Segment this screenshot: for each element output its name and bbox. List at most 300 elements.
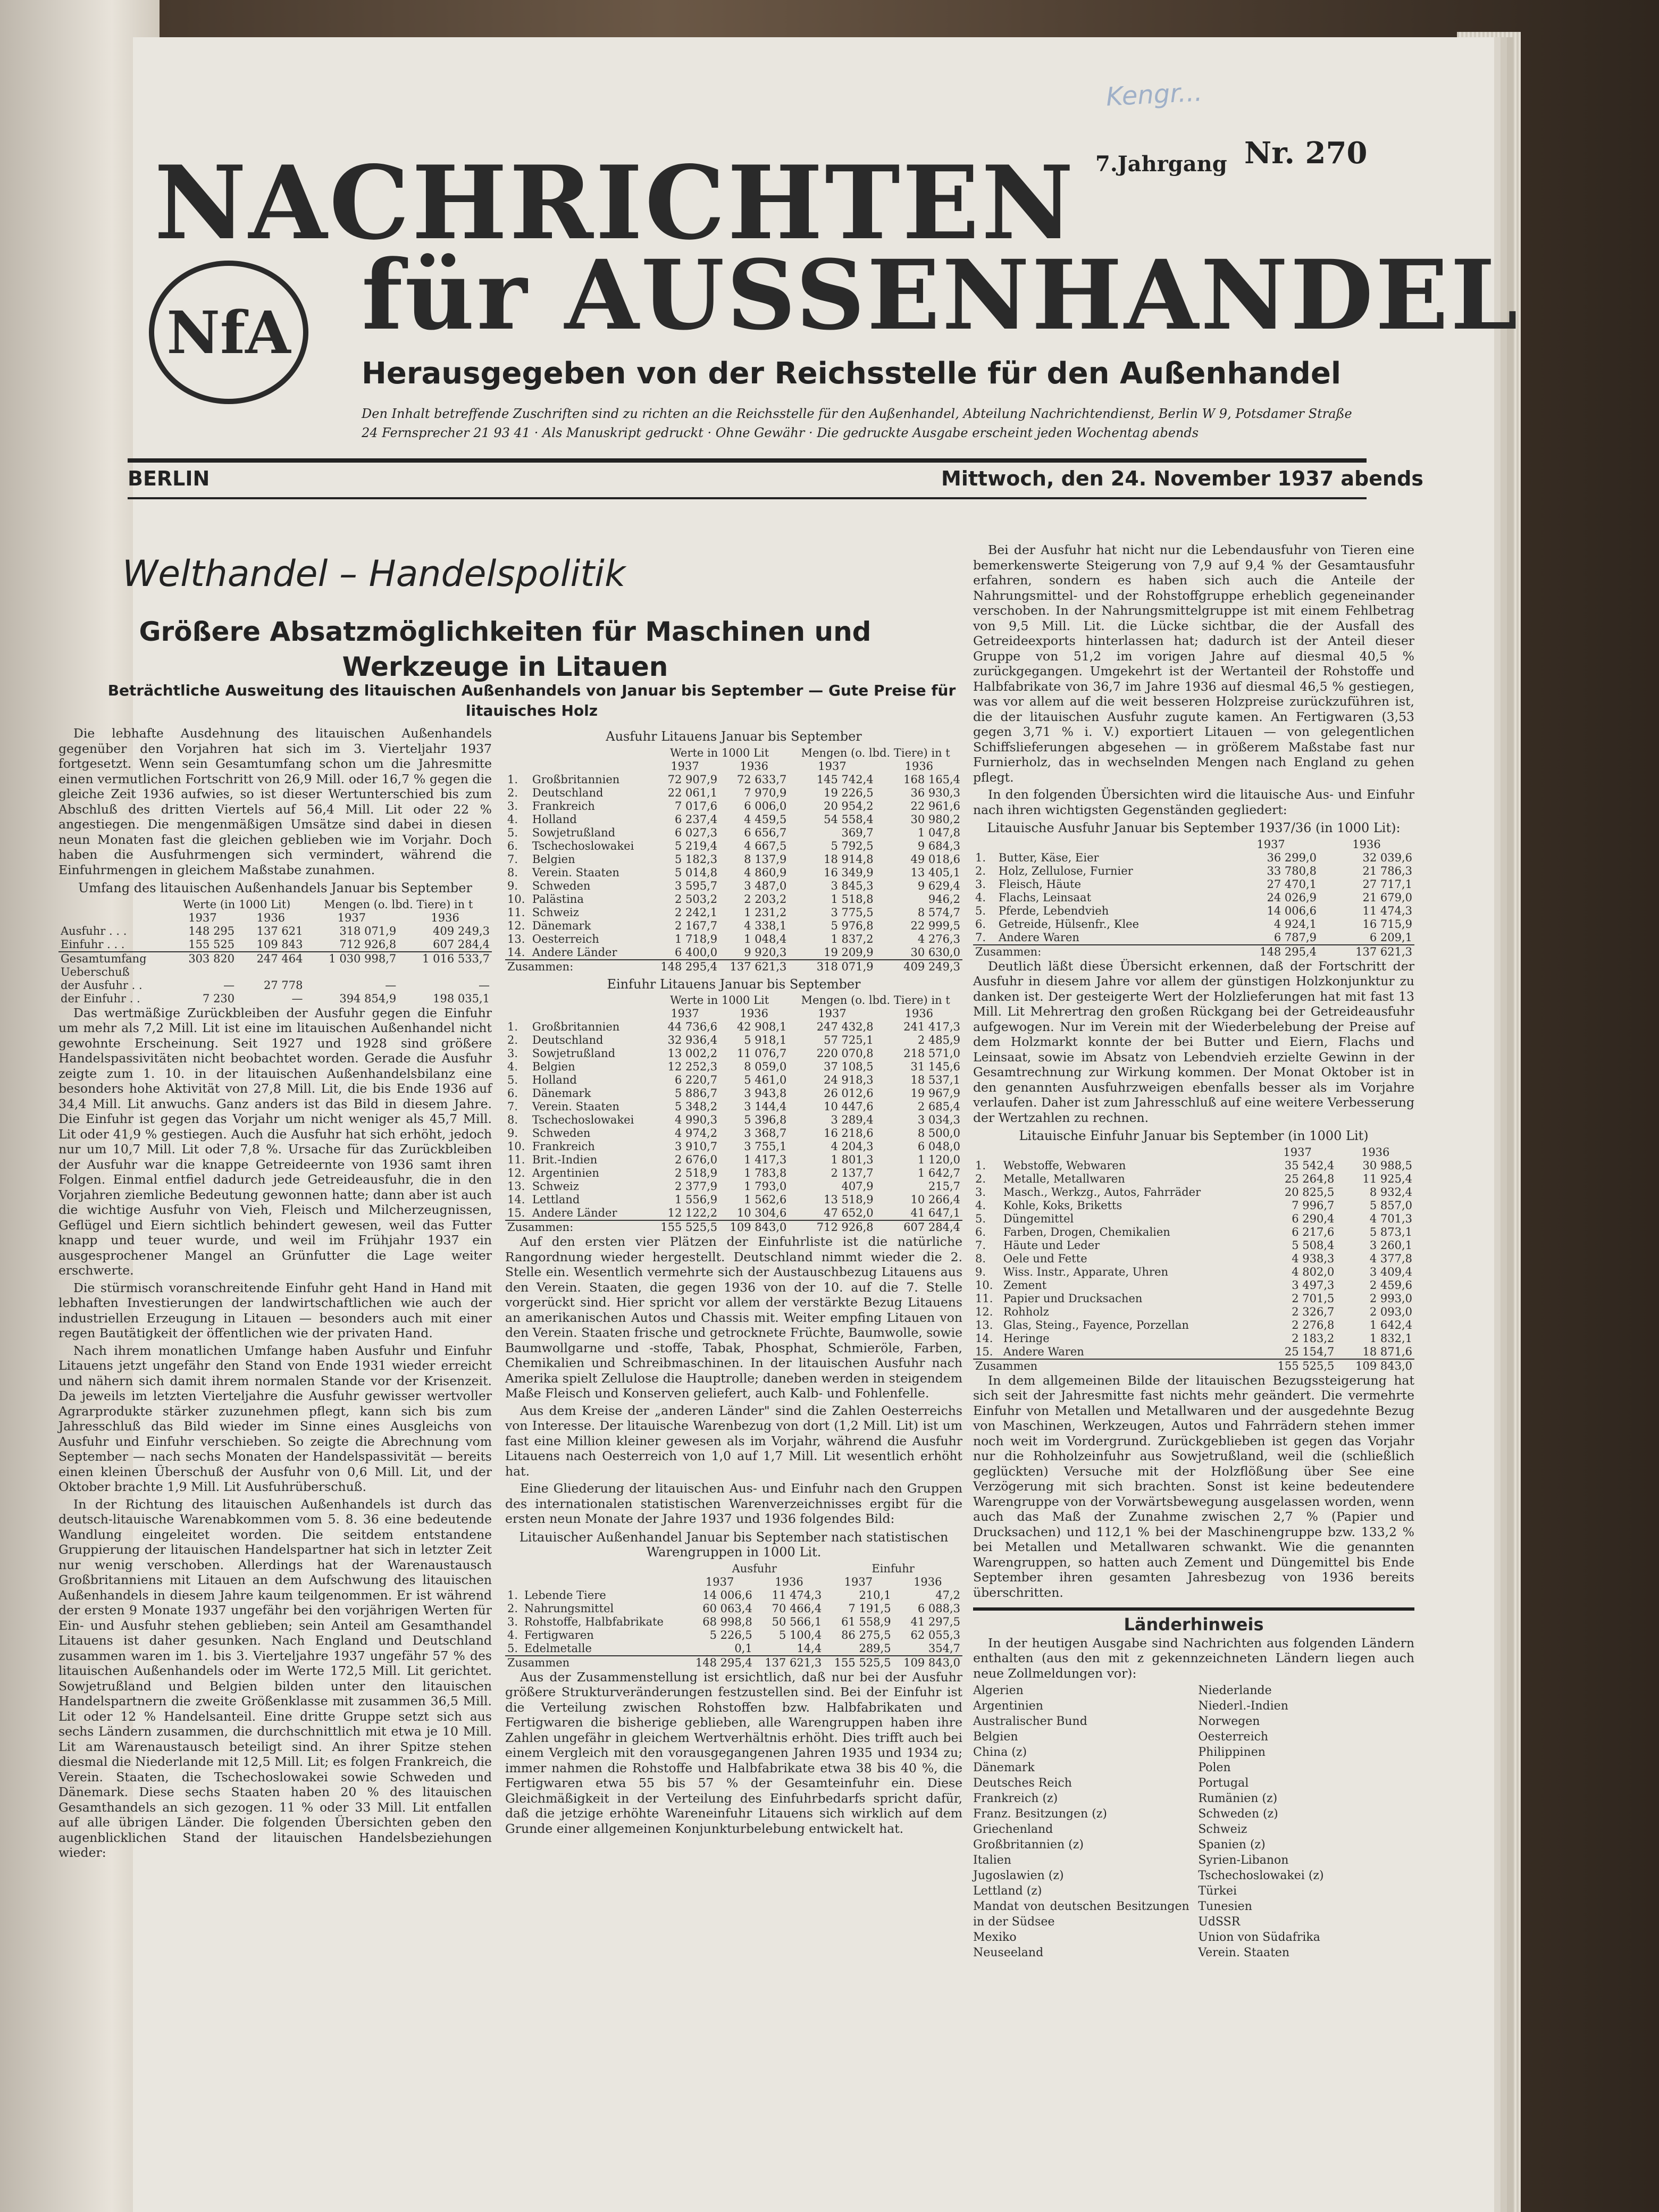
column-header: Werte in 1000 Lit bbox=[670, 994, 769, 1007]
table-cell: 1. bbox=[507, 1020, 518, 1033]
table-cell: 3 260,1 bbox=[1369, 1238, 1412, 1252]
table-cell: 11. bbox=[507, 906, 525, 919]
table-cell: 4 990,3 bbox=[675, 1113, 718, 1126]
year-header: 1937 bbox=[818, 759, 847, 773]
table-cell: 9. bbox=[507, 1127, 518, 1139]
table-row bbox=[505, 893, 962, 906]
table-cell: 7. bbox=[975, 931, 986, 944]
table-cell: Butter, Käse, Eier bbox=[998, 851, 1099, 864]
table-cell: Frankreich bbox=[532, 1140, 595, 1153]
table-row bbox=[973, 865, 1414, 878]
table-row bbox=[505, 1180, 962, 1193]
table-cell: Masch., Werkzg., Autos, Fahrräder bbox=[1003, 1185, 1201, 1199]
table-cell: Holland bbox=[532, 1074, 577, 1086]
table-cell: 6 088,3 bbox=[917, 1602, 960, 1615]
table-row bbox=[505, 933, 962, 946]
column-3 bbox=[973, 542, 1414, 1960]
table-cell: 5 219,4 bbox=[675, 839, 718, 852]
table-cell: 2 701,5 bbox=[1292, 1292, 1335, 1305]
table-cell: 11 474,3 bbox=[1362, 904, 1412, 917]
table-cell: 8 932,4 bbox=[1369, 1185, 1412, 1199]
table-row bbox=[973, 1239, 1414, 1252]
table-cell: 3. bbox=[507, 1047, 518, 1060]
table-cell: Lettland bbox=[532, 1193, 580, 1206]
table-cell: 155 525,5 bbox=[1259, 1359, 1337, 1373]
table-cell: 155 525,5 bbox=[650, 1220, 719, 1234]
table-cell: Andere Länder bbox=[532, 945, 617, 959]
table-cell: Belgien bbox=[532, 1060, 575, 1073]
table-cell: 61 558,9 bbox=[841, 1615, 891, 1628]
country-item: Polen bbox=[1198, 1761, 1231, 1774]
table-cell: 7 017,6 bbox=[675, 799, 718, 812]
table-row bbox=[505, 1615, 962, 1629]
table-cell: Nahrungsmittel bbox=[524, 1602, 614, 1615]
table-cell: Dänemark bbox=[532, 919, 591, 932]
table-cell: Düngemittel bbox=[1003, 1212, 1074, 1225]
table-cell: 42 908,1 bbox=[736, 1020, 787, 1033]
table-cell: 109 843,0 bbox=[719, 1220, 789, 1234]
table-cell: Zusammen: bbox=[505, 1220, 650, 1234]
table-cell: 3 845,3 bbox=[831, 879, 874, 892]
table-cell: Fleisch, Häute bbox=[998, 877, 1081, 891]
table-cell: 6 217,6 bbox=[1292, 1225, 1335, 1238]
table-row bbox=[505, 1642, 962, 1656]
country-item: Portugal bbox=[1198, 1777, 1249, 1790]
table-cell: 6 048,0 bbox=[917, 1140, 960, 1153]
table-cell: 1 642,4 bbox=[1369, 1318, 1412, 1331]
table-row bbox=[973, 1319, 1414, 1332]
table-cell: 21 679,0 bbox=[1362, 891, 1412, 904]
table-cell: 0,1 bbox=[734, 1641, 752, 1655]
table-cell: 4 924,1 bbox=[1273, 917, 1317, 931]
table-cell: Zement bbox=[1003, 1278, 1047, 1292]
table-cell: 30 630,0 bbox=[910, 945, 960, 959]
table-cell: 3. bbox=[975, 877, 986, 891]
table-cell: 1. bbox=[507, 773, 518, 786]
year-header: 1936 bbox=[1361, 1145, 1390, 1159]
column-header: Werte (in 1000 Lit) bbox=[182, 898, 291, 911]
table-row bbox=[505, 773, 962, 786]
table-cell: 7. bbox=[975, 1238, 986, 1252]
table-cell: 109 843,0 bbox=[1336, 1359, 1414, 1373]
year-header: 1937 bbox=[1283, 1145, 1312, 1159]
table-cell: 5 918,1 bbox=[744, 1034, 787, 1046]
table-cell: 4 701,3 bbox=[1369, 1212, 1412, 1225]
masthead-subtitle: für AUSSENHANDEL bbox=[362, 239, 1520, 351]
table-cell: 6 209,1 bbox=[1369, 931, 1412, 944]
table-cell: 5. bbox=[975, 904, 986, 917]
table-cell: 3 943,8 bbox=[744, 1087, 787, 1100]
table-row: Gesamtumfang 303 820 247 464 1 030 998,7 1 016 533,7 bbox=[58, 952, 492, 966]
table-cell: 47 652,0 bbox=[824, 1206, 874, 1219]
table-cell: 22 061,1 bbox=[667, 786, 718, 799]
table-cell: 2 242,1 bbox=[675, 906, 718, 919]
table-cell: 5. bbox=[507, 826, 518, 839]
year-header: 1937 bbox=[188, 911, 217, 924]
table-row bbox=[973, 1266, 1414, 1279]
table-cell: 148 295,4 bbox=[1223, 945, 1319, 959]
table-row bbox=[973, 1199, 1414, 1212]
table-cell: 145 742,4 bbox=[816, 773, 874, 786]
table-cell: Papier und Drucksachen bbox=[1003, 1292, 1143, 1305]
country-item: Niederlande bbox=[1198, 1684, 1272, 1697]
table-row bbox=[505, 1047, 962, 1060]
paragraph: Auf den ersten vier Plätzen der Einfuhrliste ist die natürliche Rangordnung wieder hergestellt. Deutschland nimmt wieder die 2. Stelle ein. Wesentlich vermehrte sich der Austauschbezug Litauens aus den Verein. Staaten, die gegen 1936 von der 10. auf die 7. Stelle vorgerückt sind. Hier spricht vor allem der verstärkte Bezug Litauens an amerikanischen Autos und Chassis mit. Weiter empfing Litauen von den Verein. Staaten frische und getrocknete Früchte, Baumwolle, sowie Baumwollgarne und -stoffe, Tabak, Phosphat, Schmieröle, Farben, Chemikalien und Schreibmaschinen. In der litauischen Ausfuhr nach Amerika spielt Zellulose die Hauptrolle; daneben werden in steigendem Maße Fleisch und Konserven geliefert, auch Kalb- und Fohlenfelle. bbox=[505, 1234, 962, 1401]
table-cell: 7 996,7 bbox=[1292, 1199, 1335, 1212]
table-cell: 10. bbox=[507, 1140, 525, 1153]
table-cell: Rohholz bbox=[1003, 1305, 1049, 1318]
table-cell: Schweiz bbox=[532, 906, 579, 919]
table-row bbox=[505, 1629, 962, 1642]
country-item: Norwegen bbox=[1198, 1715, 1260, 1728]
table-cell: 109 843,0 bbox=[893, 1656, 962, 1670]
table-cell: 2 503,2 bbox=[675, 892, 718, 906]
table-cell: 318 071,9 bbox=[789, 960, 875, 974]
table-cell: 2 167,7 bbox=[675, 919, 718, 932]
country-item: Frankreich (z) bbox=[973, 1792, 1058, 1805]
table-cell: 8. bbox=[507, 1113, 518, 1126]
table-row: Ueberschuß bbox=[61, 965, 130, 978]
table-cell: 60 063,4 bbox=[702, 1602, 752, 1615]
table-cell: 4 974,2 bbox=[675, 1127, 718, 1139]
table-cell: Zusammen: bbox=[973, 945, 1223, 959]
publisher-line: Herausgegeben von der Reichsstelle für den Außenhandel bbox=[362, 356, 1342, 391]
header-rule-top bbox=[128, 458, 1367, 463]
table-cell: 16 349,9 bbox=[824, 866, 874, 879]
column-header: Mengen (o. lbd. Tiere) in t bbox=[324, 898, 473, 911]
paragraph: In dem allgemeinen Bilde der litauischen Bezugssteigerung hat sich seit der Jahresmitte fast nichts mehr geändert. Die vermehrte Einfuhr von Metallen und Metallwaren und der ausgedehnte Bezug von Maschinen, Werkzeugen, Autos und Fahrrädern stehen immer noch weit im Vordergrund. Zurückgeblieben ist gegen das Vorjahr nur die Rohholzeinfuhr aus Sowjetrußland, weil die (schließlich geglückten) Versuche mit der Holzflößung über See eine Verzögerung mit sich brachten. Sonst ist keine bedeutendere Warengruppe von der Vorwärtsbewegung ausgelassen worden, wenn auch das Maß der Zunahme zwischen 2,7 % (Papier und Drucksachen) und 112,1 % bei der Maschinengruppe bzw. 133,2 % bei Metallen und Metallwaren schwankt. Wie die genannten Warengruppen, so hatten auch Zement und Düngemittel bis Ende September ihren gesamten Jahresbezug von 1936 bereits überschritten. bbox=[973, 1372, 1414, 1600]
table-cell: 20 825,5 bbox=[1284, 1185, 1335, 1199]
pencil-annotation: Kengr... bbox=[1105, 77, 1203, 112]
table-cell: 18 871,6 bbox=[1362, 1345, 1412, 1358]
country-item: China (z) bbox=[973, 1746, 1027, 1759]
table-cell: 5. bbox=[507, 1641, 518, 1655]
year-header: 1936 bbox=[431, 911, 459, 924]
table-cell: 1 048,4 bbox=[744, 932, 787, 945]
table-cell: 35 542,4 bbox=[1284, 1159, 1335, 1172]
table-cell: Flachs, Leinsaat bbox=[998, 891, 1092, 904]
table-cell: 607 284,4 bbox=[876, 1220, 962, 1234]
country-item: Australischer Bund bbox=[973, 1715, 1087, 1728]
paragraph: Nach ihrem monatlichen Umfange haben Ausfuhr und Einfuhr Litauens jetzt ungefähr den Stand von Ende 1931 wieder erreicht und nähern sich damit ihrem normalen Stande vor der Krisenzeit. Da jeweils im letzten Vierteljahre die Ausfuhr gewisser wertvoller Agrarprodukte stärker zuzunehmen pflegt, kann sich bis zum Jahresschluß das Bild wieder im Sinne eines Ausgleichs von Ausfuhr und Einfuhr verschieben. So zeigte die Abrechnung vom September — nach sechs Monaten der Handelspassivität — bereits einen kleinen Überschuß der Ausfuhr von 0,6 Mill. Lit, und der Oktober brachte 1,9 Mill. Lit Ausfuhrüberschuß. bbox=[58, 1343, 492, 1494]
table-cell: 14 006,6 bbox=[1267, 904, 1317, 917]
country-item: Dänemark bbox=[973, 1761, 1035, 1774]
table-cell: 289,5 bbox=[859, 1641, 891, 1655]
table-row bbox=[973, 891, 1414, 904]
table-cell: 3 775,5 bbox=[831, 906, 874, 919]
table-cell: Zusammen bbox=[973, 1359, 1259, 1373]
table-cell: 21 786,3 bbox=[1362, 864, 1412, 877]
table-cell: 10 304,6 bbox=[736, 1206, 787, 1219]
header-rule-bottom bbox=[128, 497, 1367, 499]
table-cell: Deutschland bbox=[532, 786, 604, 799]
paragraph: Aus dem Kreise der „anderen Länder" sind die Zahlen Oesterreichs von Interesse. Der litauische Warenbezug von dort (1,2 Mill. Lit) ist um fast eine Million kleiner gewesen als im Vorjahr, während die Ausfuhr Litauens nach Oesterreich von 1,0 auf 1,7 Mill. Lit wesentlich erhöht hat. bbox=[505, 1403, 962, 1479]
table-cell: Sowjetrußland bbox=[532, 1047, 616, 1060]
table-cell: 4. bbox=[975, 1199, 986, 1212]
table-cell: Tschechoslowakei bbox=[532, 839, 634, 852]
table-cell: 68 998,8 bbox=[702, 1615, 752, 1628]
table-cell: Palästina bbox=[532, 892, 584, 906]
paragraph: Eine Gliederung der litauischen Aus- und Einfuhr nach den Gruppen des internationalen statistischen Warenverzeichnisses ergibt für die ersten neun Monate der Jahre 1937 und 1936 folgendes Bild: bbox=[505, 1481, 962, 1526]
table-cell: 5 014,8 bbox=[675, 866, 718, 879]
table-cell: 5 182,3 bbox=[675, 852, 718, 866]
table-goods-groups bbox=[505, 1562, 962, 1670]
table-cell: 13 002,2 bbox=[667, 1047, 718, 1060]
table-cell: 2 137,7 bbox=[831, 1167, 874, 1179]
table-cell: 62 055,3 bbox=[910, 1628, 960, 1641]
table-row bbox=[505, 866, 962, 879]
year-header: 1936 bbox=[775, 1575, 803, 1588]
table-export-goods bbox=[973, 838, 1414, 959]
table-cell: 16 218,6 bbox=[824, 1127, 874, 1139]
year-header: 1937 bbox=[1256, 837, 1285, 851]
table-cell: Fertigwaren bbox=[524, 1628, 594, 1641]
country-index-intro: In der heutigen Ausgabe sind Nachrichten aus folgenden Ländern enthalten (aus den mit z gekennzeichneten Ländern liegen auch neue Zollmeldungen vor): bbox=[973, 1635, 1414, 1681]
city-label: BERLIN bbox=[128, 467, 210, 490]
table-row bbox=[973, 1292, 1414, 1305]
table-cell: 4. bbox=[975, 891, 986, 904]
table-row bbox=[505, 946, 962, 960]
table-cell: 712 926,8 bbox=[789, 1220, 875, 1234]
table-cell: Kohle, Koks, Briketts bbox=[1003, 1199, 1122, 1212]
table-cell: Frankreich bbox=[532, 799, 595, 812]
table-cell: Lebende Tiere bbox=[524, 1588, 606, 1602]
table-row bbox=[973, 1186, 1414, 1199]
table-total-row bbox=[973, 945, 1414, 959]
table-cell: 6. bbox=[507, 1087, 518, 1100]
table-cell: Andere Waren bbox=[998, 931, 1079, 944]
column-header: Ausfuhr bbox=[732, 1562, 777, 1575]
volume-label: 7.Jahrgang bbox=[1095, 152, 1227, 177]
table-cell: 6 400,0 bbox=[675, 945, 718, 959]
table-cell: 155 525,5 bbox=[824, 1656, 893, 1670]
table-cell: 1 047,8 bbox=[917, 826, 960, 839]
table-title: Litauischer Außenhandel Januar bis September nach statistischen Warengruppen in 1000 Lit. bbox=[519, 1529, 949, 1560]
table-cell: Argentinien bbox=[532, 1167, 599, 1179]
table-cell: 5 886,7 bbox=[675, 1087, 718, 1100]
table-row bbox=[505, 800, 962, 813]
country-item: Italien bbox=[973, 1854, 1011, 1867]
table-cell: 409 249,3 bbox=[876, 960, 962, 974]
column-2 bbox=[505, 726, 962, 1838]
country-item: Lettland (z) bbox=[973, 1884, 1042, 1898]
year-header: 1936 bbox=[914, 1575, 942, 1588]
table-cell: 72 633,7 bbox=[736, 773, 787, 786]
table-cell: 14. bbox=[975, 1331, 993, 1345]
table-row bbox=[973, 878, 1414, 891]
table-cell: Andere Waren bbox=[1003, 1345, 1084, 1358]
paragraph: In den folgenden Übersichten wird die litauische Aus- und Einfuhr nach ihren wichtigsten Gegenständen gegliedert: bbox=[973, 787, 1414, 817]
table-export-by-country bbox=[505, 747, 962, 974]
table-cell: 2 993,0 bbox=[1369, 1292, 1412, 1305]
column-1 bbox=[58, 726, 492, 1863]
table-cell: 16 715,9 bbox=[1362, 917, 1412, 931]
table-cell: 218 571,0 bbox=[903, 1047, 960, 1060]
table-row bbox=[505, 919, 962, 933]
table-cell: 12. bbox=[507, 919, 525, 932]
year-header: 1937 bbox=[818, 1007, 847, 1020]
country-item: Schweden (z) bbox=[1198, 1807, 1278, 1821]
table-row bbox=[973, 918, 1414, 931]
table-cell: 247 432,8 bbox=[816, 1020, 874, 1033]
table-cell: 1 718,9 bbox=[675, 932, 718, 945]
table-cell: 2. bbox=[507, 1602, 518, 1615]
table-cell: 26 012,6 bbox=[824, 1087, 874, 1100]
country-item: Spanien (z) bbox=[1198, 1838, 1266, 1851]
country-item: Rumänien (z) bbox=[1198, 1792, 1278, 1805]
table-cell: 6 656,7 bbox=[744, 826, 787, 839]
table-cell: 5 857,0 bbox=[1369, 1199, 1412, 1212]
table-cell: 3. bbox=[507, 1615, 518, 1628]
table-cell: Holz, Zellulose, Furnier bbox=[998, 864, 1133, 877]
paragraph: Die stürmisch voranschreitende Einfuhr geht Hand in Hand mit lebhaften Investierungen der landwirtschaftlichen wie auch der industriellen Erzeugung in Litauen — besonders auch mit einer regen Bautätigkeit der öffentlichen wie der privaten Hand. bbox=[58, 1280, 492, 1340]
table-row bbox=[973, 931, 1414, 945]
table-row bbox=[505, 1193, 962, 1206]
table-cell: 8 574,7 bbox=[917, 906, 960, 919]
country-item: Niederl.-Indien bbox=[1198, 1699, 1288, 1713]
year-header: 1937 bbox=[671, 1007, 699, 1020]
table-cell: 18 914,8 bbox=[824, 852, 874, 866]
table-cell: 1 120,0 bbox=[917, 1153, 960, 1166]
table-row bbox=[973, 1212, 1414, 1226]
table-cell: 1 783,8 bbox=[744, 1167, 787, 1179]
table-cell: 10 447,6 bbox=[824, 1100, 874, 1113]
article-subhead: Beträchtliche Ausweitung des litauischen Außenhandels von Januar bis September — Gute Preise für litauisches Holz bbox=[107, 682, 956, 719]
table-cell: 5 873,1 bbox=[1369, 1225, 1412, 1238]
table-cell: 3 289,4 bbox=[831, 1113, 874, 1126]
table-cell: 49 018,6 bbox=[910, 852, 960, 866]
country-item: Tschechoslowakei (z) bbox=[1198, 1869, 1324, 1882]
table-row bbox=[505, 1127, 962, 1140]
paragraph: In der Richtung des litauischen Außenhandels ist durch das deutsch-litauische Warenabkommen vom 5. 8. 36 eine bedeutende Wandlung eingeleitet worden. Die seitdem entstandene Gruppierung der litauischen Handelspartner hat sich in letzter Zeit nur wenig verschoben. Allerdings hat der Warenaustausch Großbritanniens mit Litauen an dem Aufschwung des litauischen Außenhandels in diesem Jahre kaum teilgenommen. Er ist während der ersten 9 Monate 1937 ungefähr bei den vorjährigen Werten für Ein- und Ausfuhr stehen geblieben; sein Anteil am Gesamthandel Litauens ist daher gesunken. Nach England und Deutschland zusammen waren im 1. bis 3. Vierteljahre 1937 ungefähr 57 % des litauischen Außenhandels oder im Werte 172,5 Mill. Lit gerichtet. Sowjetrußland und Belgien bilden unter den litauischen Handelspartnern die zweite Größenklasse mit zusammen 36,5 Mill. Lit oder 12 % Handelsanteil. Eine dritte Gruppe setzt sich aus sechs Ländern zusammen, die durchschnittlich mit etwa je 10 Mill. Lit am Warenaustausch beteiligt sind. An ihrer Spitze stehen diesmal die Niederlande mit 12,5 Mill. Lit; es folgen Frankreich, die Verein. Staaten, die Tschechoslowakei sowie Schweden und Dänemark. Diese sechs Staaten haben 20 % des litauischen Gesamthandels an sich gezogen. 11 % oder 33 Mill. Lit entfallen auf alle übrigen Länder. Die folgenden Übersichten geben den augenblicklichen Stand der litauischen Handelsbeziehungen wieder: bbox=[58, 1496, 492, 1860]
masthead-title: NACHRICHTEN bbox=[154, 144, 1076, 262]
table-cell: 2 685,4 bbox=[917, 1100, 960, 1113]
table-cell: Deutschland bbox=[532, 1034, 604, 1046]
table-cell: 50 566,1 bbox=[772, 1615, 822, 1628]
table-row bbox=[973, 1159, 1414, 1172]
table-title: Litauische Einfuhr Januar bis September (in 1000 Lit) bbox=[1019, 1128, 1369, 1143]
country-item: Union von Südafrika bbox=[1198, 1931, 1320, 1944]
table-cell: 2 485,9 bbox=[917, 1034, 960, 1046]
table-cell: 1. bbox=[975, 1159, 986, 1172]
table-cell: 137 621,3 bbox=[1319, 945, 1414, 959]
table-cell: 1 801,3 bbox=[831, 1153, 874, 1166]
table-cell: 3. bbox=[975, 1185, 986, 1199]
year-header: 1937 bbox=[705, 1575, 734, 1588]
table-cell: 22 999,5 bbox=[910, 919, 960, 932]
table-cell: 2 676,0 bbox=[675, 1153, 718, 1166]
table-cell: 2 093,0 bbox=[1369, 1305, 1412, 1318]
table-cell: 4 276,3 bbox=[917, 932, 960, 945]
table-cell: 12 122,2 bbox=[667, 1206, 718, 1219]
table-row: der Einfuhr . . 7 230 — 394 854,9 198 035,1 bbox=[61, 992, 490, 1005]
table-cell: 44 736,6 bbox=[667, 1020, 718, 1033]
table-cell: 54 558,4 bbox=[824, 812, 874, 826]
table-cell: 6 006,0 bbox=[744, 799, 787, 812]
table-import-goods bbox=[973, 1146, 1414, 1373]
table-cell: 12 252,3 bbox=[667, 1060, 718, 1073]
table-cell: 1. bbox=[975, 851, 986, 864]
table-cell: 6. bbox=[507, 839, 518, 852]
table-cell: 5 348,2 bbox=[675, 1100, 718, 1113]
table-cell: Wiss. Instr., Apparate, Uhren bbox=[1003, 1265, 1169, 1278]
country-item: Großbritannien (z) bbox=[973, 1838, 1084, 1851]
table-cell: 1 562,6 bbox=[744, 1193, 787, 1206]
paragraph: Bei der Ausfuhr hat nicht nur die Lebendausfuhr von Tieren eine bemerkenswerte Steigerung von 7,9 auf 9,4 % der Gesamtausfuhr erfahren, sondern es haben sich auch die Anteile der Nahrungsmittel- und der Rohstoffgruppe erheblich gegeneinander verschoben. In der Nahrungsmittelgruppe ist mit einem Fehlbetrag von 9,5 Mill. Lit. die Lücke sichtbar, die der Ausfall des Getreideexports hinterlassen hat; dadurch ist der Anteil dieser Gruppe von 51,2 im vorigen Jahre auf diesmal 40,5 % zurückgegangen. Umgekehrt ist der Wertanteil der Rohstoffe und Halbfabrikate von 36,7 im Jahre 1936 auf diesmal 46,5 % gestiegen, was vor allem auf die weit besseren Holzpreise zurückzuführen ist, die der litauischen Ausfuhr zugute kamen. An Fertigwaren (3,53 gegen 3,71 % i. V.) exportiert Litauen — von gelegentlichen Schiffslieferungen abgesehen — in größerem Maßstabe fast nur Furnierholz, das in wechselnden Mengen nach England zu gehen pflegt. bbox=[973, 542, 1414, 785]
table-cell: 3 368,7 bbox=[744, 1127, 787, 1139]
table-cell: 6. bbox=[975, 1225, 986, 1238]
table-cell: 241 417,3 bbox=[903, 1020, 960, 1033]
table-cell: 215,7 bbox=[928, 1180, 960, 1193]
table-cell: 2 183,2 bbox=[1292, 1331, 1335, 1345]
issue-date: Mittwoch, den 24. November 1937 abends bbox=[941, 467, 1423, 490]
table-cell: 6 237,4 bbox=[675, 812, 718, 826]
table-cell: 6 290,4 bbox=[1292, 1212, 1335, 1225]
table-cell: 4 667,5 bbox=[744, 839, 787, 852]
table-cell: Brit.-Indien bbox=[532, 1153, 598, 1166]
table-row bbox=[505, 853, 962, 866]
table-row bbox=[505, 879, 962, 893]
table-cell: 4 860,9 bbox=[744, 866, 787, 879]
table-row bbox=[505, 1602, 962, 1615]
table-cell: Schweden bbox=[532, 879, 591, 892]
table-cell: 9. bbox=[975, 1265, 986, 1278]
table-cell: 6. bbox=[975, 917, 986, 931]
table-row bbox=[505, 1100, 962, 1113]
section-heading: Welthandel – Handelspolitik bbox=[122, 553, 626, 595]
table-cell: Tschechoslowakei bbox=[532, 1113, 634, 1126]
table-cell: 27 470,1 bbox=[1267, 877, 1317, 891]
table-cell: 18 537,1 bbox=[910, 1074, 960, 1086]
article-headline: Größere Absatzmöglichkeiten für Maschinen und Werkzeuge in Litauen bbox=[139, 616, 872, 682]
table-total-row bbox=[505, 960, 962, 974]
box-rule bbox=[973, 1607, 1414, 1611]
paragraph: Deutlich läßt diese Übersicht erkennen, daß der Fortschritt der Ausfuhr in diesem Jahre vor allem der günstigen Holzkonjunktur zu danken ist. Der gesteigerte Wert der Holzlieferungen hat mit fast 13 Mill. Lit Mehrertrag den großen Rückgang bei der Getreideausfuhr aufgewogen. Nur im Verein mit der Wiederbelebung der Preise auf dem Holzmarkt konnte der bei Butter und Eiern, Flachs und Leinsaat, sowie im Absatz von Lebendvieh erzielte Gewinn in der Gesamtrechnung zur Wirkung kommen. Der Monat Oktober ist in den genannten Ausfuhrzweigen ebenfalls besser als im Vorjahre verlaufen. Daher ist zum Jahresschluß auf eine weitere Verbesserung der Wertzahlen zu rechnen. bbox=[973, 958, 1414, 1125]
table-cell: Zusammen: bbox=[505, 960, 650, 974]
table-cell: 12. bbox=[975, 1305, 993, 1318]
table-cell: 20 954,2 bbox=[824, 799, 874, 812]
table-cell: 19 226,5 bbox=[824, 786, 874, 799]
table-row bbox=[505, 1074, 962, 1087]
table-cell: 2 276,8 bbox=[1292, 1318, 1335, 1331]
year-header: 1937 bbox=[337, 911, 366, 924]
table-cell: 6 787,9 bbox=[1273, 931, 1317, 944]
country-item: Philippinen bbox=[1198, 1746, 1266, 1759]
table-row bbox=[973, 1332, 1414, 1345]
table-cell: 3 409,4 bbox=[1369, 1265, 1412, 1278]
country-item: Algerien bbox=[973, 1684, 1024, 1697]
table-cell: 3 910,7 bbox=[675, 1140, 718, 1153]
table-import-by-country bbox=[505, 994, 962, 1234]
table-cell: 30 988,5 bbox=[1362, 1159, 1412, 1172]
country-item: Verein. Staaten bbox=[1198, 1946, 1290, 1959]
table-cell: 5 508,4 bbox=[1292, 1238, 1335, 1252]
column-header: Mengen (o. lbd. Tiere) in t bbox=[801, 994, 950, 1007]
year-header: 1936 bbox=[740, 759, 768, 773]
table-cell: Zusammen bbox=[505, 1656, 685, 1670]
table-cell: 3. bbox=[507, 799, 518, 812]
table-cell: 7 191,5 bbox=[848, 1602, 891, 1615]
table-cell: Schweden bbox=[532, 1127, 591, 1139]
table-row bbox=[505, 840, 962, 853]
table-cell: 13. bbox=[975, 1318, 993, 1331]
table-row: Einfuhr . . . 155 525 109 843 712 926,8 607 284,4 bbox=[61, 937, 490, 951]
table-cell: 7. bbox=[507, 852, 518, 866]
nfa-logo: NfA bbox=[149, 261, 308, 404]
table-cell: 1 793,0 bbox=[744, 1180, 787, 1193]
table-row bbox=[973, 1305, 1414, 1319]
table-cell: 8 500,0 bbox=[917, 1127, 960, 1139]
